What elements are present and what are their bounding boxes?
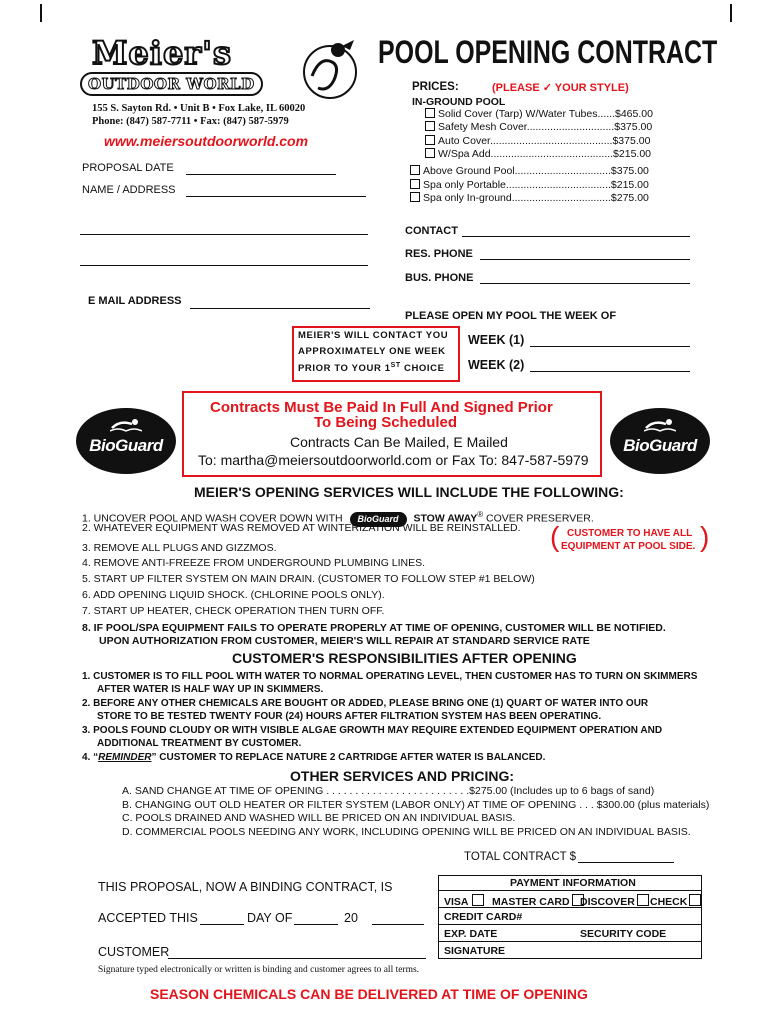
payment-row-divider [438, 890, 702, 891]
equipment-note-line1: CUSTOMER TO HAVE ALL [567, 528, 693, 539]
accepted-day-field[interactable] [200, 924, 244, 925]
proposal-date-label: PROPOSAL DATE [82, 162, 174, 174]
price-item-auto-cover[interactable]: Auto Cover..........................................$375.00 [425, 135, 650, 147]
binding-statement: THIS PROPOSAL, NOW A BINDING CONTRACT, IS [98, 880, 393, 894]
proposal-date-field[interactable] [186, 174, 336, 175]
service-item-8-cont: UPON AUTHORIZATION FROM CUSTOMER, MEIER'S WILL REPAIR AT STANDARD SERVICE RATE [99, 635, 590, 647]
responsibilities-heading: CUSTOMER'S RESPONSIBILITIES AFTER OPENING [232, 650, 577, 666]
week2-label: WEEK (2) [468, 358, 525, 372]
payment-mastercard[interactable]: MASTER CARD [492, 894, 587, 908]
logo-line1: Meier's [92, 34, 232, 72]
responsibility-line-2b: STORE TO BE TESTED TWENTY FOUR (24) HOURS AFTER FILTRATION SYSTEM HAS BEEN OPERATING. [97, 711, 602, 722]
payment-info-title: PAYMENT INFORMATION [510, 877, 636, 889]
bioguard-badge: BioGuard [350, 512, 407, 527]
customer-signature-field[interactable] [168, 958, 426, 959]
checkbox[interactable] [425, 135, 435, 145]
payment-mail-line: Contracts Can Be Mailed, E Mailed [290, 434, 508, 450]
logo-line2: OUTDOOR WORLD [80, 72, 263, 96]
prices-note: (PLEASE ✓ YOUR STYLE) [492, 82, 629, 94]
bioguard-logo-left [76, 408, 176, 474]
payment-signature-label[interactable]: SIGNATURE [444, 945, 506, 957]
reminder-word: REMINDER [98, 752, 152, 763]
service-item-7: 7. START UP HEATER, CHECK OPERATION THEN TURN OFF. [82, 605, 385, 617]
week1-field[interactable] [530, 346, 690, 347]
other-service-d: D. COMMERCIAL POOLS NEEDING ANY WORK, INCLUDING OPENING WILL BE PRICED ON AN INDIVIDUAL BASIS. [122, 826, 691, 838]
price-item-spa-portable[interactable]: Spa only Portable....................................$215.00 [410, 179, 649, 191]
name-address-label: NAME / ADDRESS [82, 184, 176, 196]
inground-label: IN-GROUND POOL [412, 96, 506, 108]
open-week-label: PLEASE OPEN MY POOL THE WEEK OF [405, 310, 617, 322]
res-phone-field[interactable] [480, 259, 690, 260]
services-heading: MEIER'S OPENING SERVICES WILL INCLUDE THE FOLLOWING: [194, 484, 624, 500]
crop-mark-right [730, 4, 732, 22]
equipment-note-line2: EQUIPMENT AT POOL SIDE. [561, 541, 696, 552]
name-address-field-1[interactable] [186, 196, 366, 197]
footer-notice: SEASON CHEMICALS CAN BE DELIVERED AT TIME OF OPENING [150, 986, 588, 1002]
payment-row-divider [438, 941, 702, 942]
service-item-6: 6. ADD OPENING LIQUID SHOCK. (CHLORINE POOLS ONLY). [82, 589, 385, 601]
total-contract-field[interactable] [578, 862, 674, 863]
payment-row-divider [438, 924, 702, 925]
responsibility-line-4: 4. “REMINDER” CUSTOMER TO REPLACE NATURE 2 CARTRIDGE AFTER WATER IS BALANCED. [82, 752, 546, 763]
email-label: E MAIL ADDRESS [88, 295, 182, 307]
other-services-heading: OTHER SERVICES AND PRICING: [290, 768, 515, 784]
price-item-safety-mesh[interactable]: Safety Mesh Cover..............................$375.00 [425, 121, 652, 133]
responsibility-line-3b: ADDITIONAL TREATMENT BY CUSTOMER. [97, 738, 302, 749]
bus-phone-label: BUS. PHONE [405, 272, 474, 284]
contact-notice-line2: APPROXIMATELY ONE WEEK [298, 346, 446, 357]
prices-label: PRICES: [412, 81, 459, 93]
responsibility-line-3: 3. POOLS FOUND CLOUDY OR WITH VISIBLE ALGAE GROWTH MAY REQUIRE EXTENDED EQUIPMENT OPERATION AND [82, 725, 663, 736]
service-item-8: 8. IF POOL/SPA EQUIPMENT FAILS TO OPERATE PROPERLY AT TIME OF OPENING, CUSTOMER WILL BE NOTIFIED. [82, 622, 666, 634]
checkbox[interactable] [410, 192, 420, 202]
equipment-note-paren-close: ) [700, 521, 710, 552]
swimmer-icon [644, 418, 676, 432]
exp-date-label[interactable]: EXP. DATE [444, 928, 498, 940]
security-code-label[interactable]: SECURITY CODE [580, 928, 667, 940]
check-checkbox[interactable] [689, 894, 701, 906]
company-address: 155 S. Sayton Rd. • Unit B • Fox Lake, IL 60020 [92, 103, 306, 114]
page-title: POOL OPENING CONTRACT [378, 34, 718, 70]
service-item-1: 1. UNCOVER POOL AND WASH COVER DOWN WITH BioGuard STOW AWAY® COVER PRESERVER. [82, 510, 594, 525]
year-label: 20 [344, 911, 358, 925]
responsibility-line-1b: AFTER WATER IS HALF WAY UP IN SKIMMERS. [97, 684, 324, 695]
service-item-4: 4. REMOVE ANTI-FREEZE FROM UNDERGROUND PLUMBING LINES. [82, 557, 426, 569]
other-service-c: C. POOLS DRAINED AND WASHED WILL BE PRICED ON AN INDIVIDUAL BASIS. [122, 812, 516, 824]
name-address-field-2[interactable] [80, 234, 368, 235]
signature-disclaimer: Signature typed electronically or written is binding and customer agrees to all terms. [98, 965, 420, 975]
service-item-2: 2. WHATEVER EQUIPMENT WAS REMOVED AT WINTERIZATION WILL BE REINSTALLED. [82, 522, 521, 534]
payment-headline-1: Contracts Must Be Paid In Full And Signed Prior [210, 399, 553, 416]
equipment-note-paren-open: ( [550, 521, 560, 552]
bioguard-logo-text: BioGuard [623, 436, 697, 455]
res-phone-label: RES. PHONE [405, 248, 473, 260]
contact-field[interactable] [462, 236, 690, 237]
year-field[interactable] [372, 924, 424, 925]
company-logo [80, 34, 300, 100]
credit-card-label[interactable]: CREDIT CARD# [444, 911, 523, 923]
month-field[interactable] [294, 924, 338, 925]
week1-label: WEEK (1) [468, 333, 525, 347]
swimmer-icon [110, 418, 142, 432]
total-contract-label: TOTAL CONTRACT $ [464, 851, 577, 863]
payment-visa[interactable]: VISA [444, 894, 487, 908]
visa-checkbox[interactable] [472, 894, 484, 906]
company-phone: Phone: (847) 587-7711 • Fax: (847) 587-5979 [92, 116, 289, 127]
bioguard-logo-right [610, 408, 710, 474]
service-item-3: 3. REMOVE ALL PLUGS AND GIZZMOS. [82, 542, 277, 554]
email-field[interactable] [190, 308, 370, 309]
contact-notice-line1: MEIER'S WILL CONTACT YOU [298, 330, 449, 341]
name-address-field-3[interactable] [80, 265, 368, 266]
contact-label: CONTACT [405, 225, 458, 237]
customer-label: CUSTOMER [98, 945, 170, 959]
crop-mark-left [40, 4, 42, 22]
checkbox[interactable] [425, 108, 435, 118]
price-item-above-ground[interactable]: Above Ground Pool.................................$375.00 [410, 165, 649, 177]
day-of-label: DAY OF [247, 911, 293, 925]
checkbox[interactable] [410, 165, 420, 175]
other-service-a: A. SAND CHANGE AT TIME OF OPENING . . . . . . . . . . . . . . . . . . . . . . . . .$275.00 (Includes up to 6 bags of sand) [122, 785, 655, 797]
bus-phone-field[interactable] [480, 283, 690, 284]
week2-field[interactable] [530, 371, 690, 372]
payment-contact-line: To: martha@meiersoutdoorworld.com or Fax To: 847-587-5979 [198, 452, 589, 468]
swimmer-mascot-icon [298, 36, 360, 102]
contact-notice-line3: PRIOR TO YOUR 1ST CHOICE [298, 362, 445, 375]
payment-check[interactable]: CHECK [650, 894, 704, 908]
checkbox[interactable] [425, 148, 435, 158]
price-item-solid-cover[interactable]: Solid Cover (Tarp) W/Water Tubes......$465.00 [425, 108, 653, 120]
service-item-5: 5. START UP FILTER SYSTEM ON MAIN DRAIN. (CUSTOMER TO FOLLOW STEP #1 BELOW) [82, 573, 535, 585]
checkbox[interactable] [410, 179, 420, 189]
responsibility-line-2: 2. BEFORE ANY OTHER CHEMICALS ARE BOUGHT OR ADDED, PLEASE BRING ONE (1) QUART OF WATER INTO OUR [82, 698, 649, 709]
discover-checkbox[interactable] [637, 894, 649, 906]
responsibility-line-1: 1. CUSTOMER IS TO FILL POOL WITH WATER TO NORMAL OPERATING LEVEL, THEN CUSTOMER HAS TO TURN ON SKIMMERS [82, 671, 698, 682]
payment-discover[interactable]: DISCOVER [580, 894, 652, 908]
price-item-spa-inground[interactable]: Spa only In-ground..................................$275.00 [410, 192, 649, 204]
payment-headline-2: To Being Scheduled [314, 414, 458, 431]
bioguard-logo-text: BioGuard [89, 436, 163, 455]
accepted-label: ACCEPTED THIS [98, 911, 198, 925]
checkbox[interactable] [425, 121, 435, 131]
price-item-spa-add[interactable]: W/Spa Add..........................................$215.00 [425, 148, 651, 160]
other-service-b: B. CHANGING OUT OLD HEATER OR FILTER SYSTEM (LABOR ONLY) AT TIME OF OPENING . . . $300.00 (plus materials) [122, 799, 710, 811]
company-website[interactable]: www.meiersoutdoorworld.com [104, 133, 309, 149]
